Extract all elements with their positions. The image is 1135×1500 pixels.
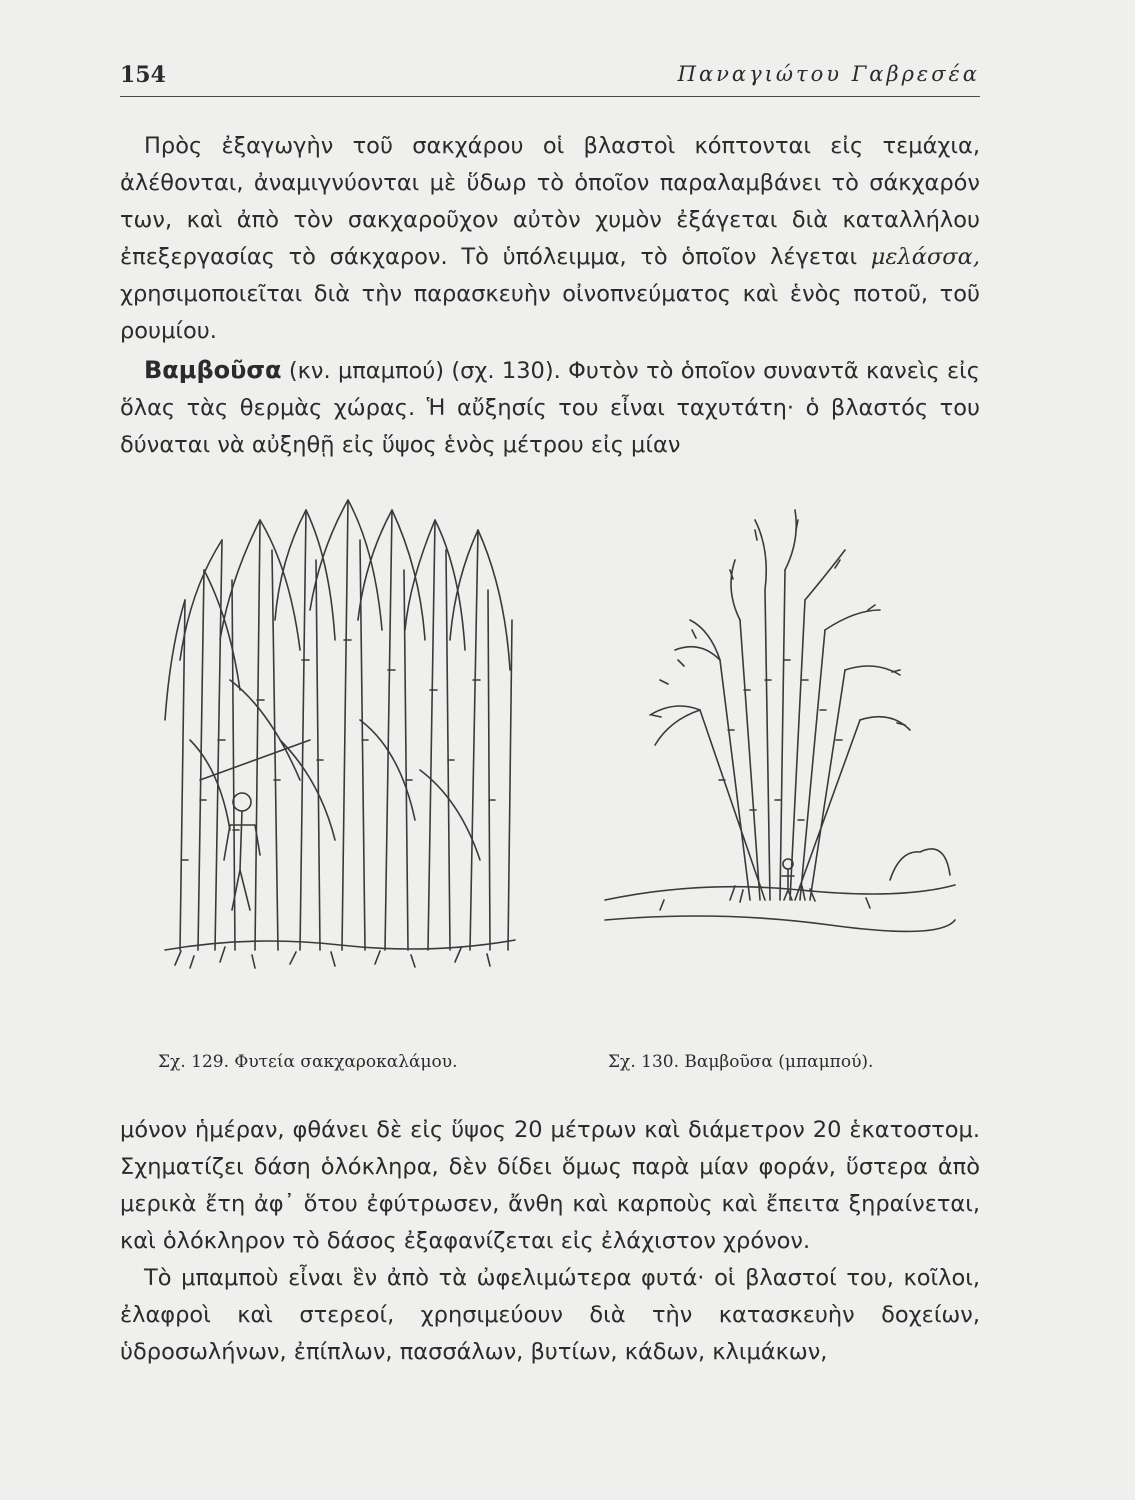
sugarcane-plantation-illustration: [160, 480, 520, 1040]
paragraph-bamboo-uses: Τὸ μπαμποὺ εἶναι ἓν ἀπὸ τὰ ὠφελιμώτερα φυτά· οἱ βλαστοί του, κοῖλοι, ἐλαφροὶ καὶ στερεοί, χρησιμεύουν διὰ τὴν κατασκευὴν δοχείων, ὑδροσωλήνων, ἐπίπλων, πασσάλων, βυτίων, κάδων, κλιμάκων,: [120, 1265, 980, 1365]
paragraph-text: χρησιμοποιεῖται διὰ τὴν παρασκευὴν οἰνοπνεύματος καὶ ἑνὸς ποτοῦ, τοῦ ρουμίου.: [120, 281, 980, 344]
paragraph-bamboo-growth: μόνον ἡμέραν, φθάνει δὲ εἰς ὕψος 20 μέτρων καὶ διάμετρον 20 ἑκατοστομ. Σχηματίζει δάση ὁλόκληρα, δὲν δίδει ὅμως παρὰ μίαν φοράν, ὕστερα ἀπὸ μερικὰ ἔτη ἀφ᾿ ὅτου ἐφύτρωσεν, ἄνθη καὶ καρποὺς καὶ ἔπειτα ξηραίνεται, καὶ ὁλόκληρον τὸ δάσος ἐξαφανίζεται εἰς ἐλάχιστον χρόνον.: [120, 1117, 980, 1254]
figure-130: [600, 480, 960, 1072]
paragraph-text: (κν. μπαμπού) (σχ. 130). Φυτὸν τὸ ὁποῖον συναντᾶ κανεὶς εἰς ὅλας τὰς θερμὰς χώρας. Ἡ αὔξησίς του εἶναι ταχυτάτη· ὁ βλαστός του δύναται νὰ αὐξηθῇ εἰς ὕψος ἑνὸς μέτρου εἰς μίαν: [120, 358, 980, 458]
paragraph-bamboo-intro: [120, 352, 980, 464]
italic-term: μελάσσα,: [870, 244, 981, 270]
bold-term: Βαμβοῦσα: [144, 356, 282, 384]
figure-caption: Σχ. 130. Βαμβοῦσα (μπαμπού).: [608, 1052, 874, 1072]
page-number: 154: [120, 62, 166, 88]
figure-caption: Σχ. 129. Φυτεία σακχαροκαλάμου.: [158, 1052, 458, 1072]
text-block-bottom: [120, 1112, 980, 1371]
header-rule: [120, 96, 980, 97]
paragraph-sugar-extraction: [120, 128, 980, 350]
text-block-top: [120, 128, 980, 464]
page-header: [120, 62, 980, 96]
running-title: Παναγιώτου Γαβρεσέα: [677, 62, 980, 86]
paragraph-text: Πρὸς ἐξαγωγὴν τοῦ σακχάρου οἱ βλαστοὶ κόπτονται εἰς τεμάχια, ἀλέθονται, ἀναμιγνύονται μὲ ὕδωρ τὸ ὁποῖον παραλαμβάνει τὸ σάκχαρόν των, καὶ ἀπὸ τὸν σακχαροῦχον αὐτὸν χυμὸν ἐξάγεται διὰ καταλλήλου ἐπεξεργασίας τὸ σάκχαρον. Τὸ ὑπόλειμμα, τὸ ὁποῖον λέγεται: [120, 133, 980, 270]
bamboo-clump-illustration: [600, 480, 960, 1040]
figure-129: [158, 480, 520, 1072]
